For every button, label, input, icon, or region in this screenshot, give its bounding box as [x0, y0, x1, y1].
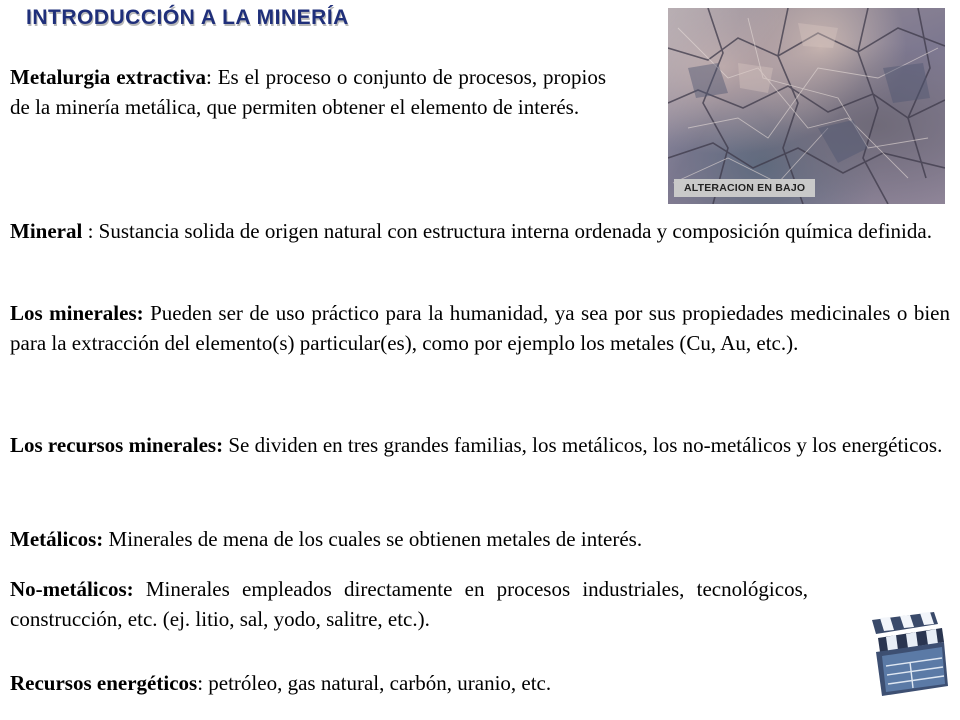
term-metalurgia: Metalurgia extractiva — [10, 65, 206, 89]
definition-recursos-energeticos: : petróleo, gas natural, carbón, uranio, etc. — [197, 671, 552, 695]
definition-recursos-minerales: Se dividen en tres grandes familias, los metálicos, los no-metálicos y los energéticos. — [223, 433, 943, 457]
rock-texture — [668, 8, 945, 204]
definition-metalurgia: : Es el proceso o conjunto de procesos, propios de la minería metálica, que permiten obtener el elemento de interés. — [10, 65, 606, 119]
definition-mineral: : Sustancia solida de origen natural con estructura interna ordenada y composición química definida. — [82, 219, 932, 243]
paragraph-los-minerales — [10, 298, 950, 358]
term-recursos-minerales: Los recursos minerales: — [10, 433, 224, 457]
rock-alteration-photo — [668, 8, 945, 204]
definition-los-minerales: Pueden ser de uso práctico para la humanidad, ya sea por sus propiedades medicinales o bien para la extracción del elemento(s) particular(es), como por ejemplo los metales (Cu, Au, etc.). — [10, 301, 950, 355]
clapperboard-icon[interactable] — [858, 608, 950, 698]
paragraph-recursos-energeticos — [10, 668, 810, 698]
term-metalicos: Metálicos: — [10, 527, 104, 551]
term-recursos-energeticos: Recursos energéticos — [10, 671, 198, 695]
paragraph-recursos-minerales — [10, 430, 950, 460]
term-no-metalicos: No-metálicos: — [10, 577, 134, 601]
slide-title: INTRODUCCIÓN A LA MINERÍA — [26, 6, 349, 29]
paragraph-metalurgia-extractiva — [10, 62, 606, 122]
term-mineral: Mineral — [10, 219, 83, 243]
definition-no-metalicos: Minerales empleados directamente en procesos industriales, tecnológicos, construcción, etc. (ej. litio, sal, yodo, salitre, etc.). — [10, 577, 808, 631]
paragraph-mineral — [10, 216, 950, 246]
paragraph-no-metalicos — [10, 574, 808, 634]
term-los-minerales: Los minerales: — [10, 301, 144, 325]
photo-caption: ALTERACION EN BAJO — [674, 179, 815, 197]
paragraph-metalicos — [10, 524, 950, 554]
definition-metalicos: Minerales de mena de los cuales se obtienen metales de interés. — [103, 527, 643, 551]
